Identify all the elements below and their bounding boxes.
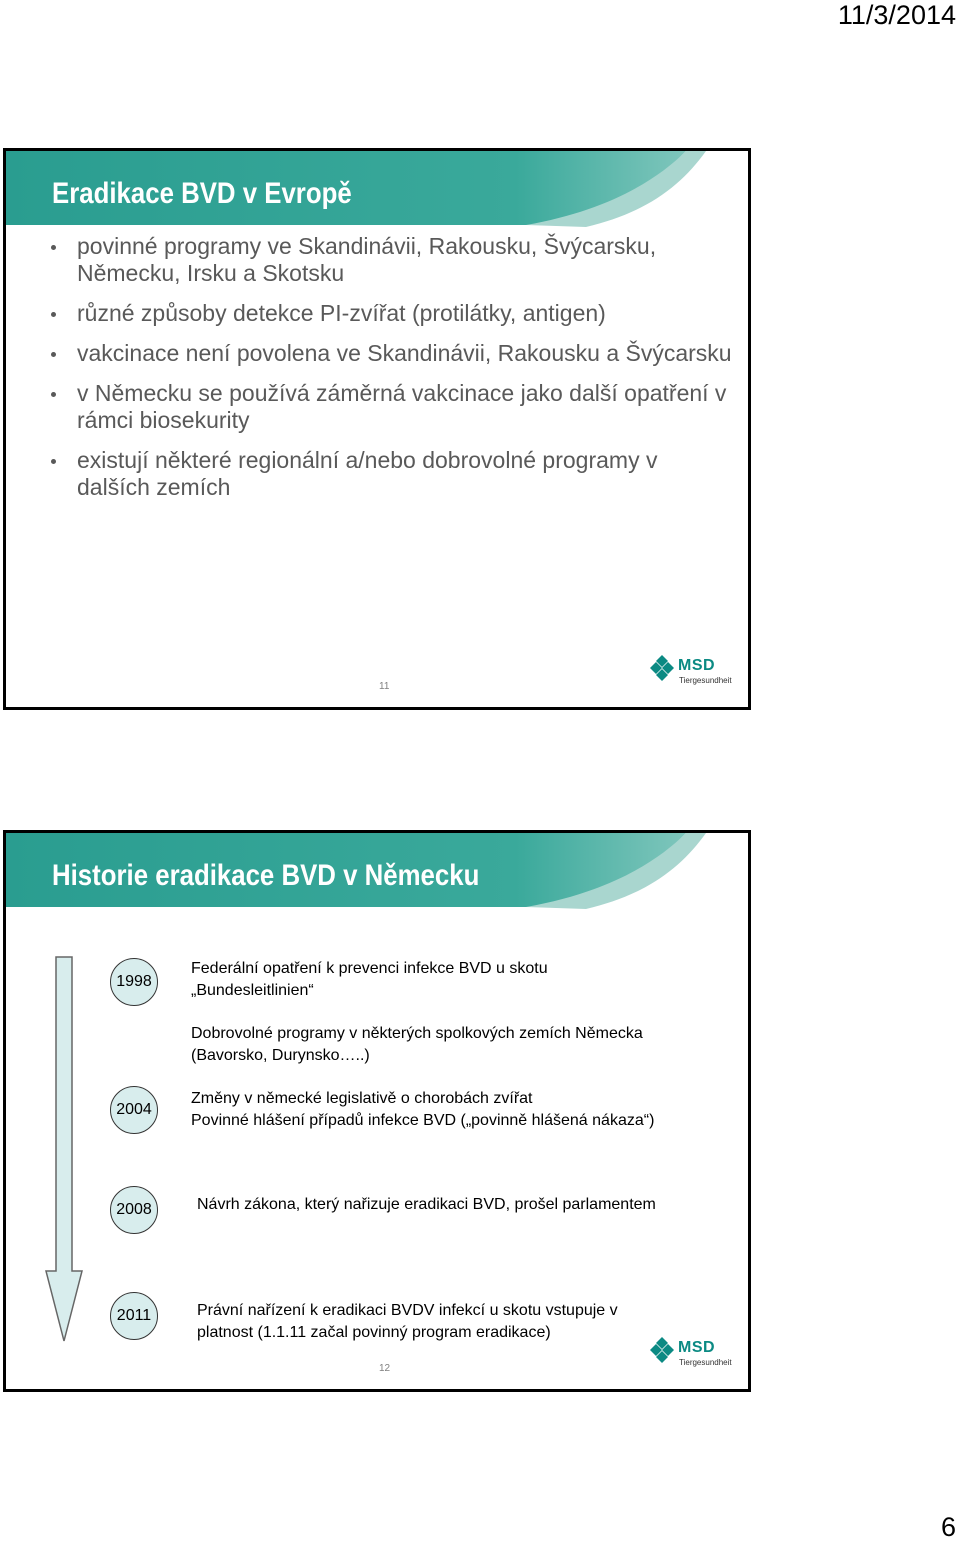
logo-name: MSD xyxy=(678,1339,716,1356)
timeline-event xyxy=(191,1088,654,1132)
slide-title: Eradikace BVD v Evropě xyxy=(52,177,352,210)
event-line: (Bavorsko, Durynsko…..) xyxy=(191,1047,370,1064)
slide-number: 12 xyxy=(379,1363,391,1374)
logo-subtitle: Tiergesundheit xyxy=(679,1358,732,1367)
page-date: 11/3/2014 xyxy=(837,0,956,30)
bullet-item: existují některé regionální a/nebo dobrovolné programy v dalších zemích xyxy=(46,447,736,501)
bullet-item: vakcinace není povolena ve Skandinávii, Rakousku a Švýcarsku xyxy=(46,340,736,367)
year-1998-badge: 1998 xyxy=(110,958,158,1006)
year-2008-badge: 2008 xyxy=(110,1186,158,1234)
timeline-event xyxy=(197,1300,618,1344)
slide-title: Historie eradikace BVD v Německu xyxy=(52,859,480,892)
msd-logo-mark-icon xyxy=(648,655,676,681)
msd-logo xyxy=(648,655,740,691)
slide-history-germany xyxy=(3,830,751,1392)
page-number: 6 xyxy=(940,1512,956,1542)
bullet-item: povinné programy ve Skandinávii, Rakousku, Švýcarsku, Německu, Irsku a Skotsku xyxy=(46,233,736,287)
msd-logo-mark-icon xyxy=(648,1337,676,1363)
slide-eradication-europe xyxy=(3,148,751,710)
event-line: Návrh zákona, který nařizuje eradikaci BVD, prošel parlamentem xyxy=(197,1196,656,1213)
event-line: „Bundesleitlinien“ xyxy=(191,982,314,999)
bullet-item: různé způsoby detekce PI-zvířat (protilátky, antigen) xyxy=(46,300,736,327)
bullet-list xyxy=(46,233,736,514)
event-line: Federální opatření k prevenci infekce BVD u skotu xyxy=(191,960,548,977)
event-line: Změny v německé legislativě o chorobách zvířat xyxy=(191,1090,533,1107)
year-2004-badge: 2004 xyxy=(110,1086,158,1134)
event-line: Právní nařízení k eradikaci BVDV infekcí u skotu vstupuje v xyxy=(197,1302,618,1319)
timeline-event xyxy=(197,1194,656,1216)
logo-subtitle: Tiergesundheit xyxy=(679,676,732,685)
bullet-item: v Německu se používá záměrná vakcinace jako další opatření v rámci biosekurity xyxy=(46,380,736,434)
timeline-arrow-icon xyxy=(42,955,86,1345)
event-line: platnost (1.1.11 začal povinný program eradikace) xyxy=(197,1324,551,1341)
timeline-event xyxy=(191,958,548,1002)
event-line: Povinné hlášení případů infekce BVD („povinně hlášená nákaza“) xyxy=(191,1112,655,1129)
timeline-event xyxy=(191,1023,643,1067)
event-line: Dobrovolné programy v některých spolkových zemích Německa xyxy=(191,1025,643,1042)
slide-number: 11 xyxy=(379,681,390,692)
year-2011-badge: 2011 xyxy=(110,1292,158,1340)
logo-name: MSD xyxy=(678,657,716,674)
msd-logo xyxy=(648,1337,740,1373)
